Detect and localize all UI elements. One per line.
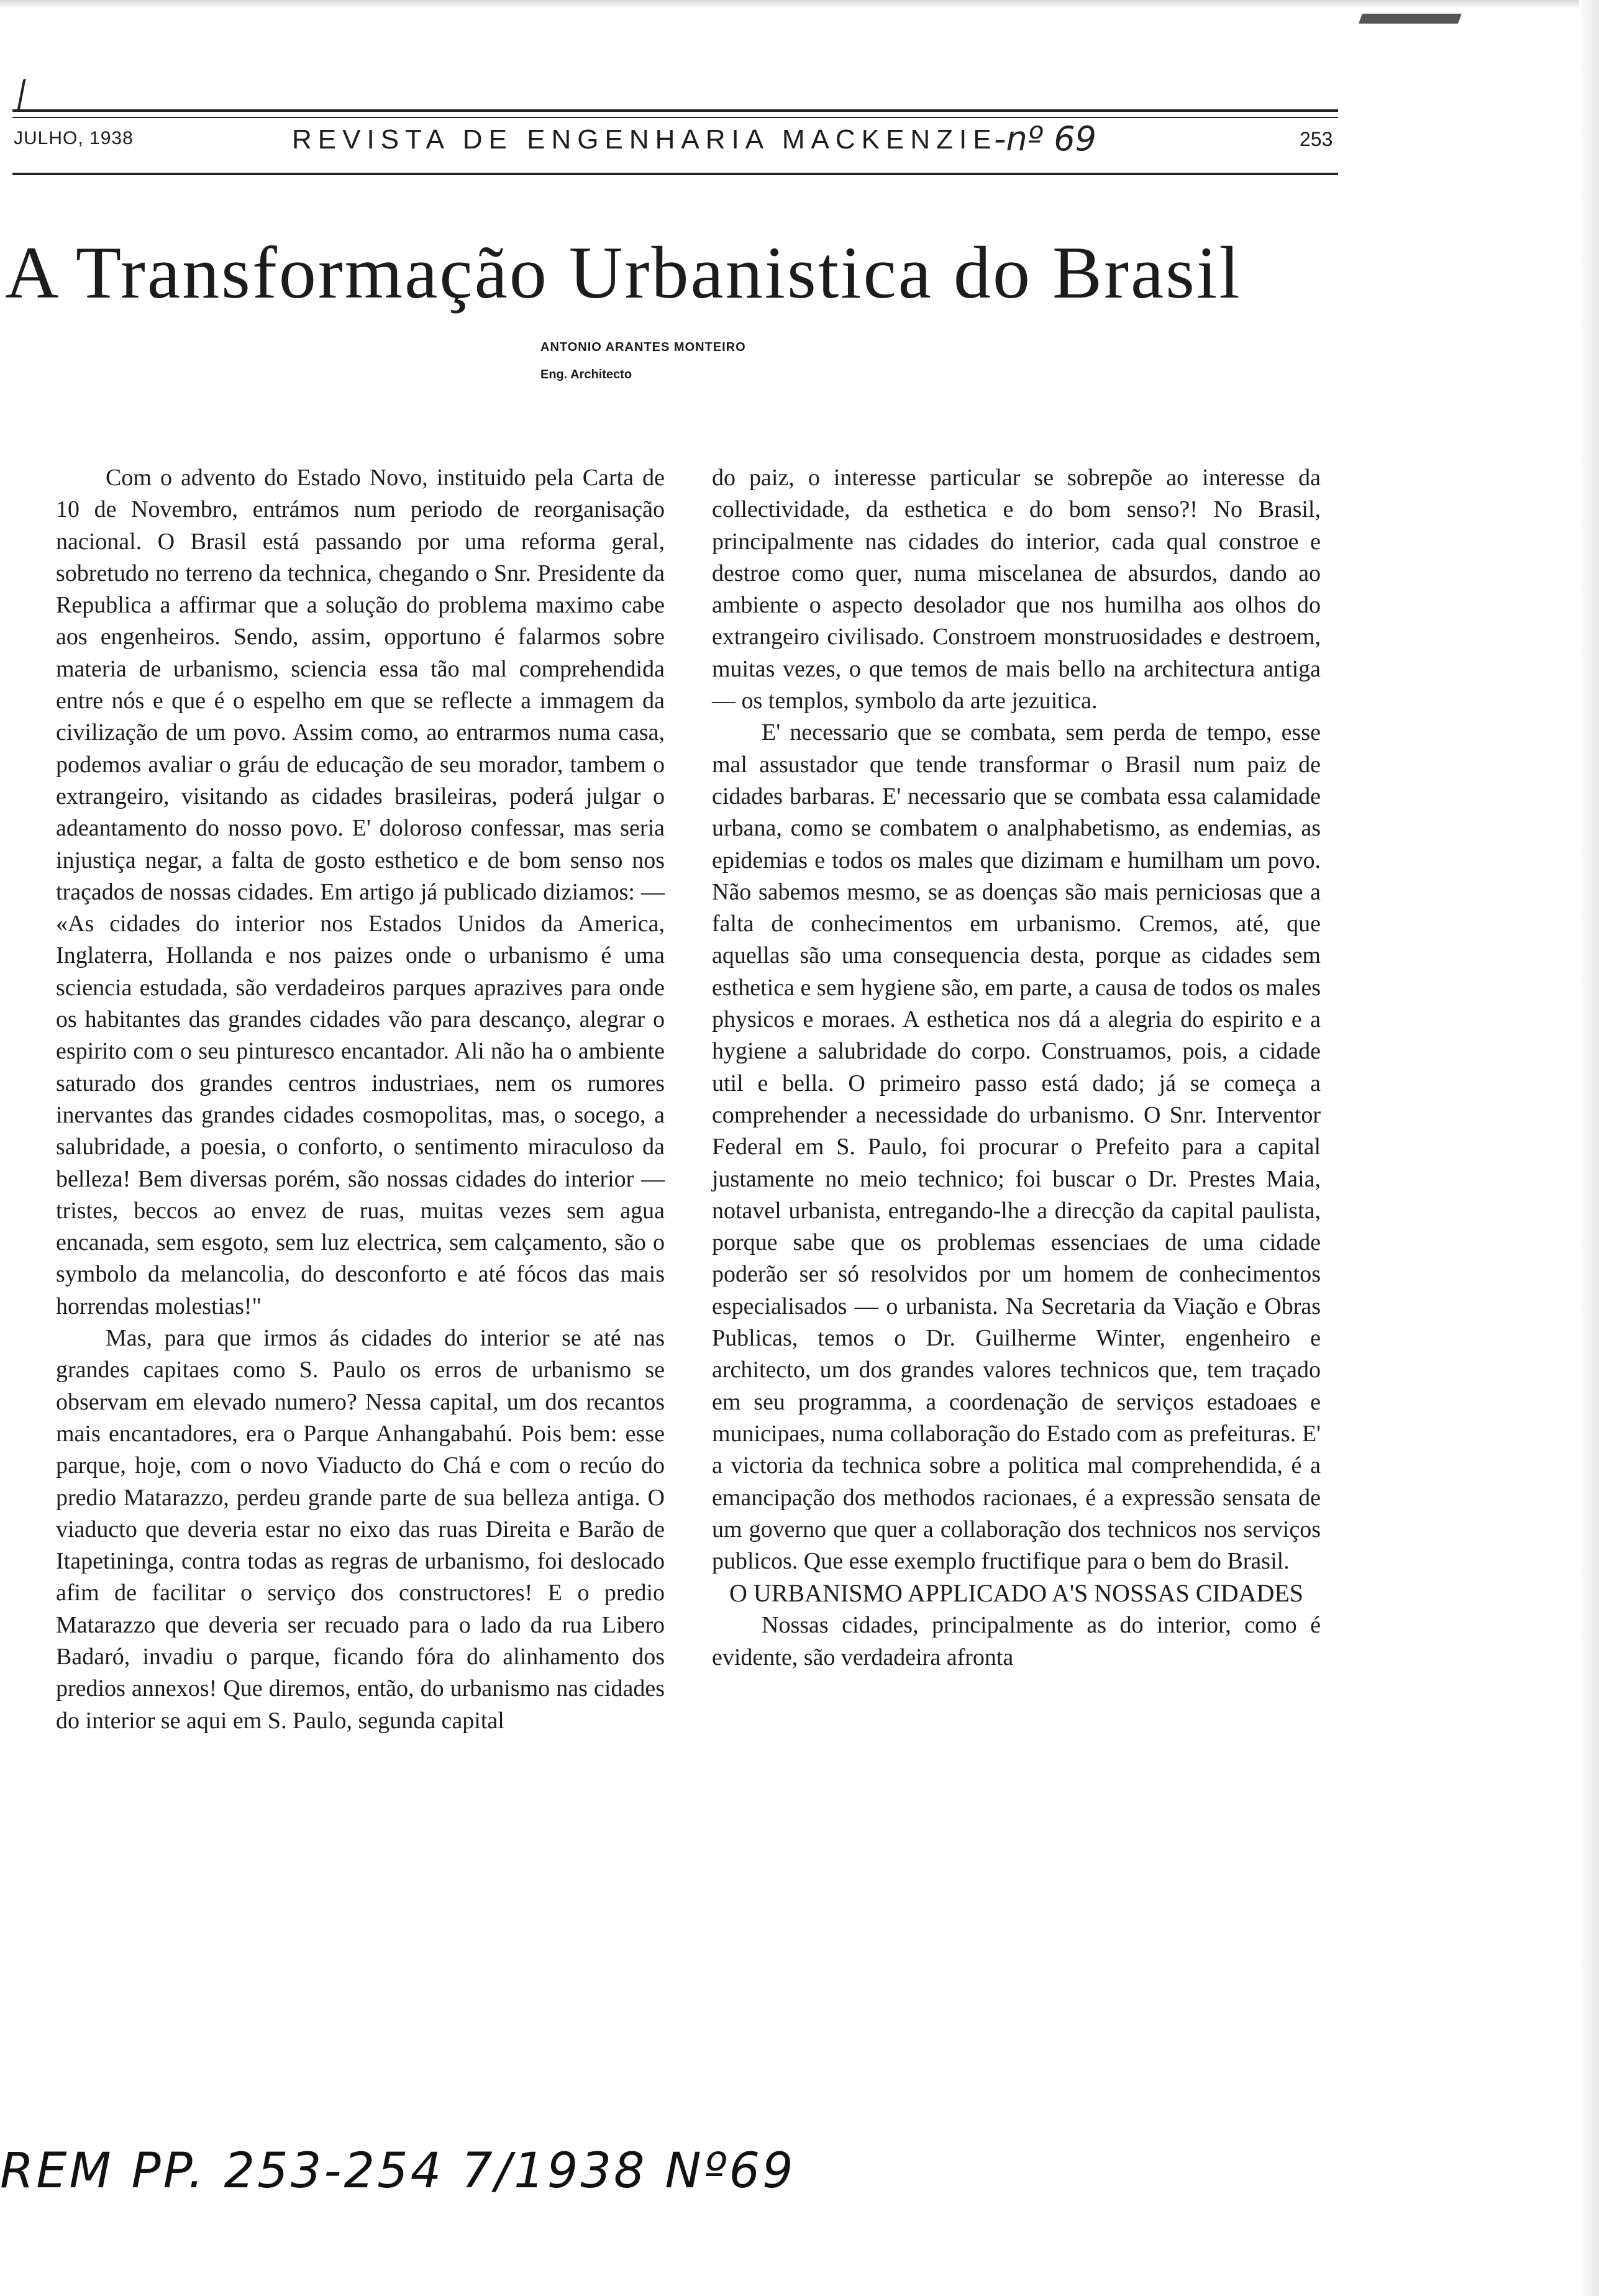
header-rule-bottom xyxy=(12,173,1338,175)
journal-title: REVISTA DE ENGENHARIA MACKENZIE xyxy=(292,124,998,155)
handwritten-reference-note: REM PP. 253-254 7/1938 Nº69 xyxy=(0,2143,796,2199)
text-column-right xyxy=(712,462,1321,1674)
paragraph: Nossas cidades, principalmente as do interior, como é evidente, são verdadeira afronta xyxy=(712,1612,1321,1670)
article-title: A Transformação Urbanistica do Brasil xyxy=(5,231,1242,314)
scan-edge-right xyxy=(1579,0,1599,2296)
handwritten-issue-number: -nº 69 xyxy=(994,119,1097,158)
author-role: Eng. Architecto xyxy=(540,368,632,381)
header-rule-top xyxy=(12,109,1338,112)
header-date: JULHO, 1938 xyxy=(14,128,134,148)
header-rule-top-thin xyxy=(12,117,1338,118)
paragraph-continued: do paiz, o interesse particular se sobrepõe ao interesse da collectividade, da esthetica e do bom senso?! No Brasil, principalmente nas cidades do interior, cada qual constroe e destroe como quer, numa miscelanea de absurdos, dando ao ambiente o aspecto desolador que nos humilha aos olhos do extrangeiro civilisado. Constroem monstruosidades e destroem, muitas vezes, o que temos de mais bello na architectura antiga — os templos, symbolo da arte jezuitica. xyxy=(712,465,1321,714)
article-author: ANTONIO ARANTES MONTEIRO xyxy=(540,340,746,354)
paragraph: Mas, para que irmos ás cidades do interior se até nas grandes capitaes como S. Paulo os erros de urbanismo se observam em elevado numero? Nessa capital, um dos recantos mais encantadores, era o Parque Anhangabahú. Pois bem: esse parque, hoje, com o novo Viaducto do Chá e com o recúo do predio Matarazzo, perdeu grande parte de sua belleza antiga. O viaducto que deveria estar no eixo das ruas Direita e Barão de Itapetininga, contra todas as regras de urbanismo, foi deslocado afim de facilitar o serviço dos constructores! E o predio Matarazzo que deveria ser recuado para o lado da rua Libero Badaró, invadiu o parque, ficando fóra do alinhamento dos predios annexos! Que diremos, então, do urbanismo nas cidades do interior se aqui em S. Paulo, segunda capital xyxy=(56,1325,665,1734)
handwritten-margin-mark: ⁄ xyxy=(11,75,32,118)
section-heading: O URBANISMO APPLICADO A'S NOSSAS CIDADES xyxy=(729,1579,1304,1608)
scan-corner-mark xyxy=(1359,14,1462,24)
text-column-left xyxy=(56,462,665,1737)
scan-edge-top xyxy=(0,0,1599,9)
paragraph: Com o advento do Estado Novo, instituido pela Carta de 10 de Novembro, entrámos num periodo de reorganisação nacional. O Brasil está passando por uma reforma geral, sobretudo no terreno da technica, chegando o Snr. Presidente da Republica a affirmar que a solução do problema maximo cabe aos engenheiros. Sendo, assim, opportuno é falarmos sobre materia de urbanismo, sciencia essa tão mal comprehendida entre nós e que é o espelho em que se reflecte a immagem da civilização de um povo. Assim como, ao entrarmos numa casa, podemos avaliar o gráu de educação de seu morador, tambem o extrangeiro, visitando as cidades brasileiras, poderá julgar o adeantamento do nosso povo. E' doloroso confessar, mas seria injustiça negar, a falta de gosto esthetico e de bom senso nos traçados de nossas cidades. Em artigo já publicado diziamos: — «As cidades do interior nos Estados Unidos da America, Inglaterra, Hollanda e nos paizes onde o urbanismo é uma sciencia estudada, são verdadeiros parques aprazives para onde os habitantes das grandes cidades vão para descanço, alegrar o espirito com o seu pinturesco encantador. Ali não ha o ambiente saturado dos grandes centros industriaes, nem os rumores inervantes das grandes cidades cosmopolitas, mas, o socego, a salubridade, a poesia, o conforto, o sentimento miraculoso da belleza! Bem diversas porém, são nossas cidades do interior — tristes, beccos ao envez de ruas, muitas vezes sem agua encanada, sem esgoto, sem luz electrica, sem calçamento, são o symbolo da melancolia, do desconforto e até fócos das mais horrendas molestias!" xyxy=(56,465,665,1319)
page-number: 253 xyxy=(1300,128,1333,150)
paragraph: E' necessario que se combata, sem perda de tempo, esse mal assustador que tende transformar o Brasil num paiz de cidades barbaras. E' necessario que se combata essa calamidade urbana, como se combatem o analphabetismo, as endemias, as epidemias e todos os males que dizimam e humilham um povo. Não sabemos mesmo, se as doenças são mais perniciosas que a falta de conhecimentos em urbanismo. Cremos, até, que aquellas são uma consequencia desta, porque as cidades sem esthetica e sem hygiene são, em parte, a causa de todos os males physicos e moraes. A esthetica nos dá a alegria do espirito e a hygiene a salubridade do corpo. Construamos, pois, a cidade util e bella. O primeiro passo está dado; já se começa a comprehender a necessidade do urbanismo. O Snr. Interventor Federal em S. Paulo, foi procurar o Prefeito para a capital justamente no meio technico; foi buscar o Dr. Prestes Maia, notavel urbanista, entregando-lhe a direcção da capital paulista, porque sabe que os problemas essenciaes de uma cidade poderão ser só resolvidos por um homem de conhecimentos especialisados — o urbanista. Na Secretaria da Viação e Obras Publicas, temos o Dr. Guilherme Winter, engenheiro e architecto, um dos grandes valores technicos que, tem traçado em seu programma, a coordenação de serviços estadoaes e municipaes, numa collaboração do Estado com as prefeituras. E' a victoria da technica sobre a politica mal comprehendida, é a emancipação dos methodos racionaes, é a expressão sensata de um governo que quer a collaboração dos technicos nos serviços publicos. Que esse exemplo fructifique para o bem do Brasil. xyxy=(712,719,1321,1575)
